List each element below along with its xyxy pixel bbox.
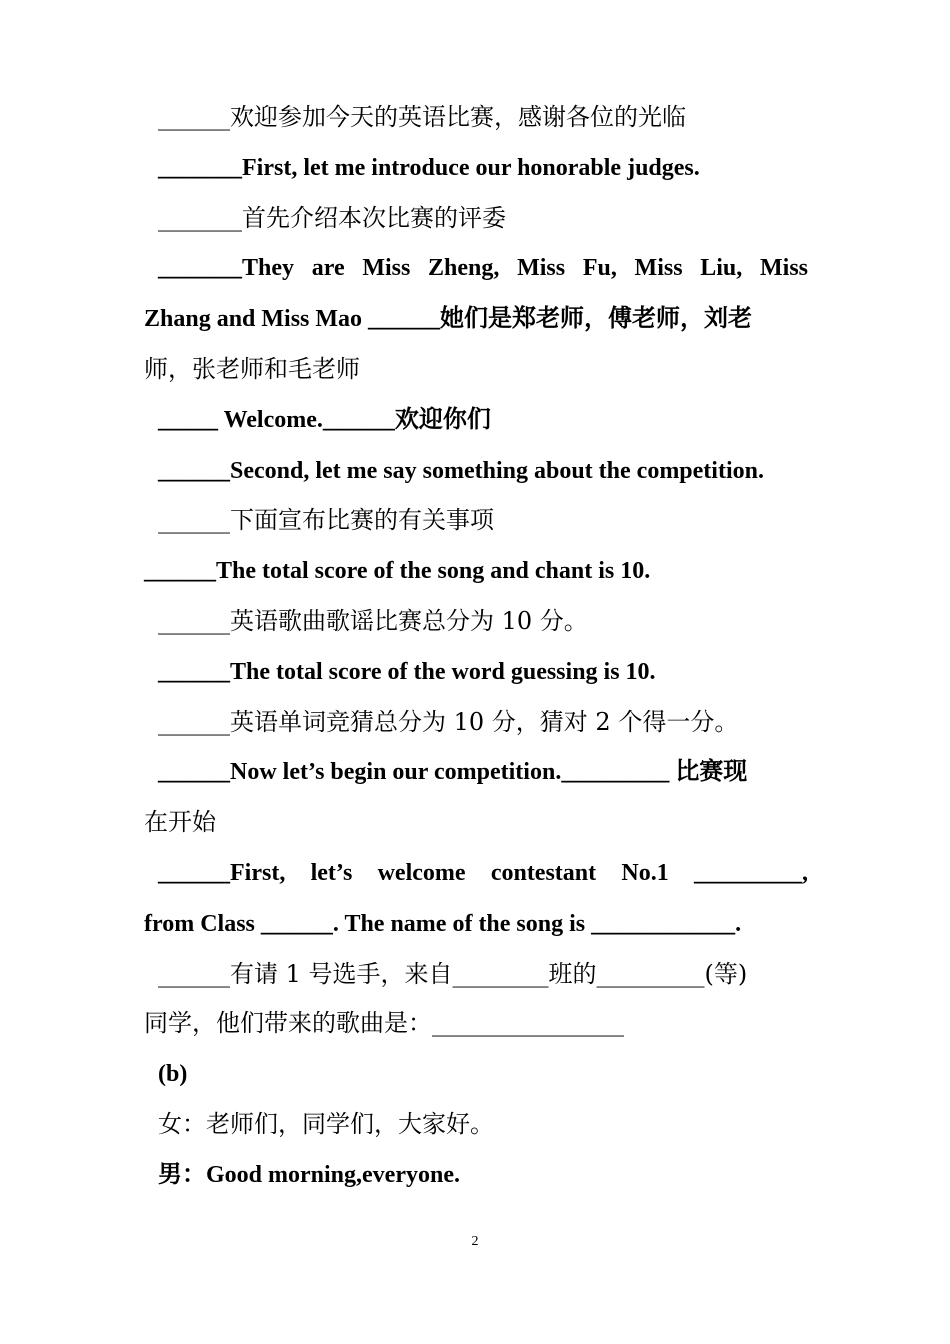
line-19: 同学，他们带来的歌曲是：________________: [144, 1009, 624, 1038]
page-number: 2: [471, 1234, 479, 1249]
line-16: ______First, let’s welcome contestant No.1 _________,: [158, 859, 808, 886]
line-14: ______Now let’s begin our competition._________ 比赛现: [158, 759, 748, 786]
line-13: ______英语单词竞猜总分为 10 分，猜对 2 个得一分。: [158, 707, 739, 736]
line-22: 男：Good morning,everyone.: [158, 1161, 460, 1188]
line-18: ______有请 1 号选手，来自________班的_________(等): [158, 959, 748, 988]
line-15: 在开始: [144, 808, 216, 837]
line-21: 女：老师们，同学们，大家好。: [158, 1109, 494, 1138]
line-20: (b): [158, 1061, 188, 1088]
body-text: [144, 93, 808, 1201]
line-10: ______The total score of the song and chant is 10.: [144, 558, 651, 585]
line-12: ______The total score of the word guessing is 10.: [158, 658, 656, 685]
line-6: 师，张老师和毛老师: [144, 354, 360, 383]
line-8: ______Second, let me say something about the competition.: [158, 457, 764, 484]
line-7: _____ Welcome.______欢迎你们: [158, 406, 491, 433]
line-3: _______首先介绍本次比赛的评委: [158, 203, 506, 232]
line-5: Zhang and Miss Mao ______她们是郑老师，傅老师，刘老: [144, 306, 753, 333]
line-11: ______英语歌曲歌谣比赛总分为 10 分。: [158, 606, 588, 635]
line-1: ______欢迎参加今天的英语比赛，感谢各位的光临: [158, 103, 686, 131]
line-17: from Class ______. The name of the song is ____________.: [144, 910, 742, 937]
line-9: ______下面宣布比赛的有关事项: [158, 506, 494, 535]
line-4: _______They are Miss Zheng, Miss Fu, Miss Liu, Miss: [158, 255, 808, 282]
line-2: _______First, let me introduce our honorable judges.: [158, 154, 700, 181]
